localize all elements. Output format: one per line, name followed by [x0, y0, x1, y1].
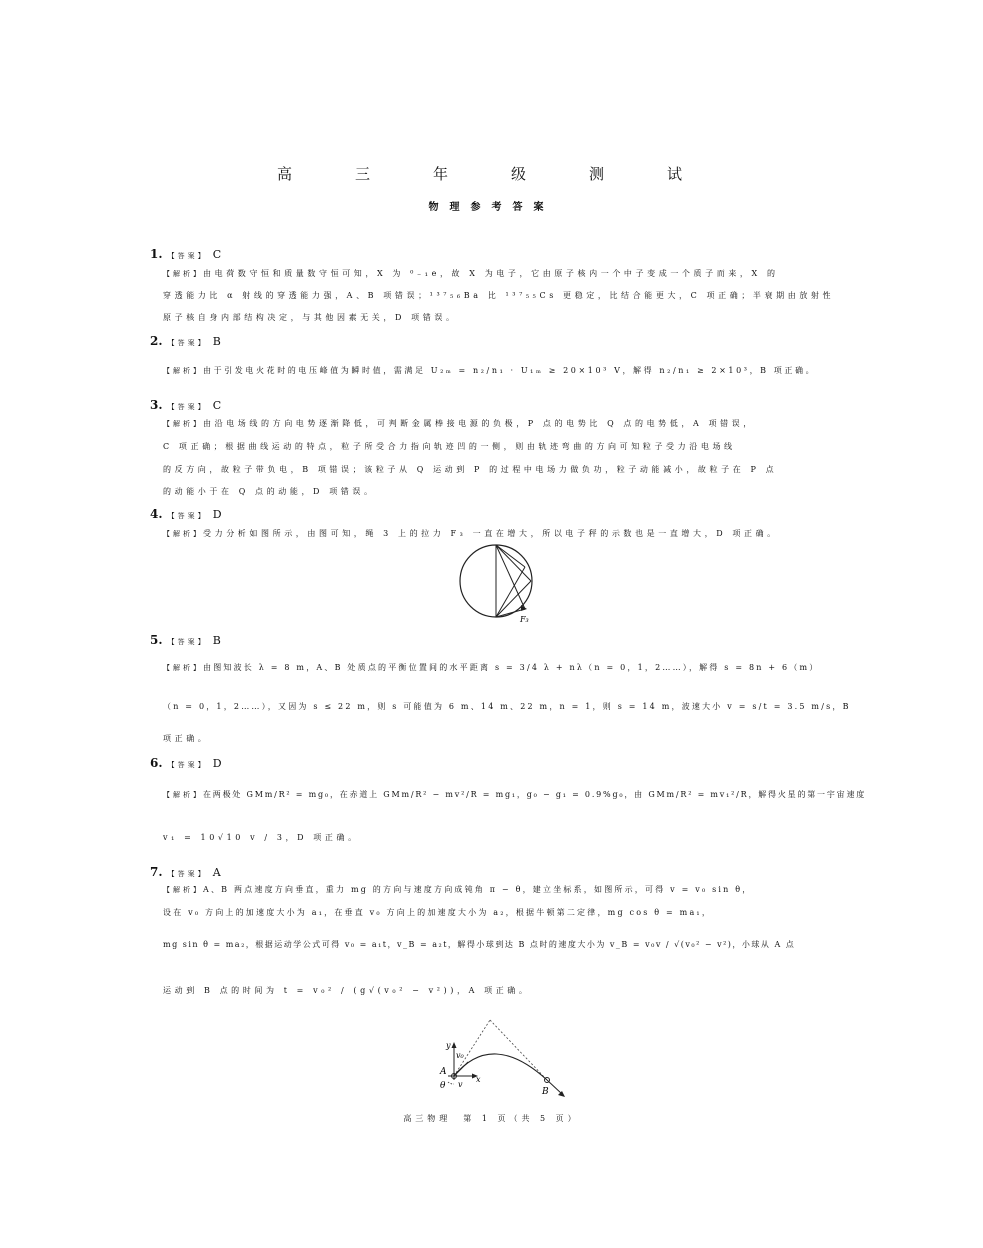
analysis-text: 受力分析如图所示，由图可知，绳 3 上的拉力 F₃ 一直在增大，所以电子秤的示数也是一直增大，D 项正确。 [203, 529, 779, 538]
question-1-answer [150, 243, 221, 262]
question-number: 3. [150, 398, 163, 412]
f3-label: F₃ [520, 615, 529, 624]
answer-tag: 【答案】 [167, 339, 208, 347]
question-number: 5. [150, 633, 163, 647]
answer-tag: 【答案】 [167, 638, 208, 646]
q1-analysis-line-3: 原子核自身内部结构决定，与其他因素无关，D 项错误。 [163, 313, 458, 322]
analysis-text: 由图知波长 λ = 8 m，A、B 处质点的平衡位置间的水平距离 s = 3/4 λ + nλ（n = 0，1，2……），解得 s = 8n + 6（m） [203, 663, 820, 672]
exit-velocity [547, 1080, 562, 1094]
q2-analysis-line-1 [163, 365, 816, 376]
analysis-tag: 【解析】 [163, 791, 203, 799]
question-number: 7. [150, 865, 163, 879]
point-a-label: A [440, 1067, 447, 1077]
q6-analysis-line-1 [163, 789, 866, 800]
q3-analysis-line-2: C 项正确；根据曲线运动的特点，粒子所受合力指向轨迹凹的一侧，则由轨迹弯曲的方向可知粒子受力沿电场线 [163, 442, 736, 451]
q5-analysis-line-2: （n = 0，1，2……），又因为 s ≤ 22 m，则 s 可能值为 6 m、14 m、22 m，n = 1，则 s = 14 m，波速大小 v = s/t = 3.5 m/s，B [163, 702, 851, 711]
question-7-answer [150, 861, 221, 880]
analysis-text: 由电荷数守恒和质量数守恒可知，X 为 ⁰₋₁e，故 X 为电子，它由原子核内一个中子变成一个质子而来，X 的 [203, 269, 779, 278]
analysis-text: A、B 两点速度方向垂直，重力 mg 的方向与速度方向成钝角 π − θ，建立坐标系，如图所示，可得 v = v₀ sin θ， [203, 885, 753, 894]
y-axis-label: y [446, 1041, 451, 1050]
analysis-text: 由沿电场线的方向电势逐渐降低，可判断金属棒接电源的负极，P 点的电势比 Q 点的电势低，A 项错误， [203, 419, 755, 428]
question-4-answer [150, 503, 222, 522]
answer-letter: B [212, 335, 221, 348]
answer-letter: D [212, 757, 222, 770]
v0-label: v₀ [456, 1051, 464, 1060]
projectile-figure [432, 1018, 572, 1100]
q7-analysis-line-3: mg sin θ = ma₂，根据运动学公式可得 v₀ = a₁t，v_B = a₂t，解得小球到达 B 点时的速度大小为 v_B = v₀v / √(v₀² − v²)，小球从 A 点 [163, 940, 796, 949]
question-2-answer [150, 330, 221, 349]
question-number: 4. [150, 507, 163, 521]
x-axis-label: x [476, 1075, 481, 1084]
force-vector [496, 545, 531, 581]
page-title: 高 三 年 级 测 试 [276, 165, 706, 183]
answer-tag: 【答案】 [167, 252, 208, 260]
answer-letter: D [212, 508, 222, 521]
q7-analysis-line-2: 设在 v₀ 方向上的加速度大小为 a₁，在垂直 v₀ 方向上的加速度大小为 a₂，根据牛顿第二定律，mg cos θ = ma₁， [163, 908, 713, 917]
point-b-label: B [542, 1087, 549, 1097]
question-number: 2. [150, 334, 163, 348]
dashed-guide [490, 1020, 547, 1080]
analysis-text: 由于引发电火花时的电压峰值为瞬时值，需满足 U₂ₘ = n₂/n₁ · U₁ₘ ≥ 20×10³ V，解得 n₂/n₁ ≥ 2×10³，B 项正确。 [203, 366, 817, 375]
q1-analysis-line-1 [163, 268, 779, 279]
analysis-tag: 【解析】 [163, 664, 203, 672]
page-footer: 高三物理 第 1 页（共 5 页） [403, 1114, 580, 1123]
q7-analysis-line-1 [163, 884, 753, 895]
question-3-answer [150, 394, 221, 413]
v-label: v [458, 1080, 463, 1089]
answer-letter: A [212, 866, 221, 879]
q5-analysis-line-1 [163, 662, 820, 673]
question-5-answer [150, 629, 221, 648]
q7-analysis-line-4: 运动到 B 点的时间为 t = v₀² / (g√(v₀² − v²))，A 项正确。 [163, 986, 531, 995]
answer-tag: 【答案】 [167, 512, 208, 520]
theta-label: θ [440, 1081, 446, 1091]
analysis-tag: 【解析】 [163, 270, 203, 278]
answer-tag: 【答案】 [167, 403, 208, 411]
y-axis-arrowhead [452, 1042, 457, 1048]
theta-arc [448, 1082, 454, 1084]
analysis-tag: 【解析】 [163, 367, 203, 375]
analysis-tag: 【解析】 [163, 886, 203, 894]
question-6-answer [150, 752, 222, 771]
analysis-tag: 【解析】 [163, 420, 203, 428]
q6-analysis-line-2: v₁ = 10√10 v / 3，D 项正确。 [163, 833, 360, 842]
question-number: 6. [150, 756, 163, 770]
question-number: 1. [150, 247, 163, 261]
answer-tag: 【答案】 [167, 761, 208, 769]
q3-analysis-line-4: 的动能小于在 Q 点的动能，D 项错误。 [163, 487, 376, 496]
q4-analysis-line-1 [163, 528, 779, 539]
force-circle-figure [455, 545, 540, 627]
q3-analysis-line-1 [163, 418, 755, 429]
q3-analysis-line-3: 的反方向，故粒子带负电，B 项错误；该粒子从 Q 运动到 P 的过程中电场力做负功，粒子动能减小，故粒子在 P 点 [163, 465, 778, 474]
dashed-guide [454, 1020, 490, 1076]
q5-analysis-line-3: 项正确。 [163, 734, 210, 743]
answer-letter: C [212, 248, 222, 261]
answer-letter: B [212, 634, 221, 647]
answer-letter: C [212, 399, 222, 412]
analysis-tag: 【解析】 [163, 530, 203, 538]
answer-tag: 【答案】 [167, 870, 208, 878]
page-subtitle: 物理参考答案 [428, 202, 555, 213]
q1-analysis-line-2: 穿透能力比 α 射线的穿透能力强，A、B 项错误；¹³⁷₅₆Ba 比 ¹³⁷₅₅Cs 更稳定，比结合能更大，C 项正确；半衰期由放射性 [163, 291, 835, 300]
analysis-text: 在两极处 GMm/R² = mg₀，在赤道上 GMm/R² − mv²/R = mg₁，g₀ − g₁ = 0.9%g₀，由 GMm/R² = mv₁²/R，解得火星的第一宇宙速度 [203, 790, 867, 799]
